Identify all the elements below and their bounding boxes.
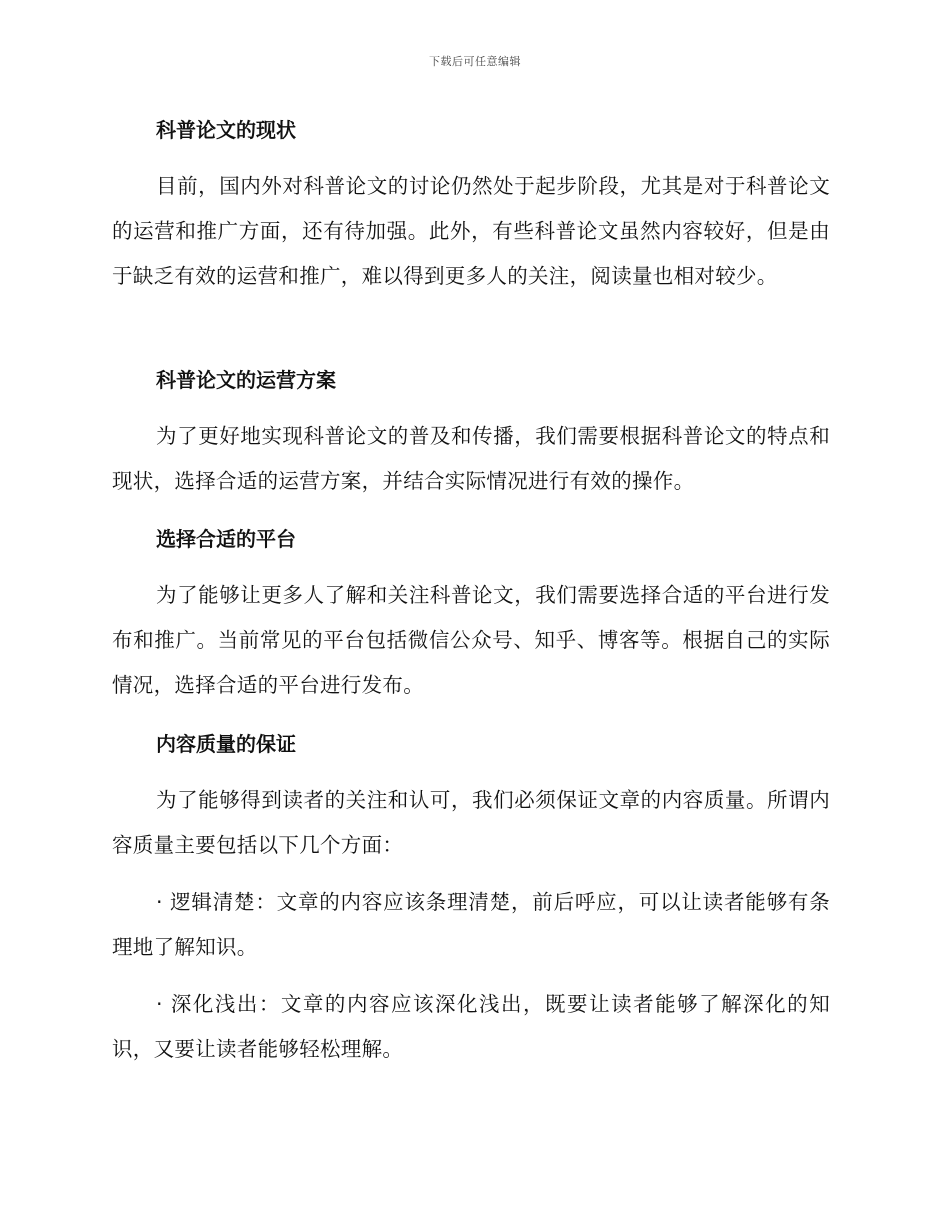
section-paragraph-platform: 为了能够让更多人了解和关注科普论文，我们需要选择合适的平台进行发布和推广。当前常见的平台包括微信公众号、知乎、博客等。根据自己的实际情况，选择合适的平台进行发布。 [112,583,830,697]
section-paragraph-status: 目前，国内外对科普论文的讨论仍然处于起步阶段，尤其是对于科普论文的运营和推广方面，还有待加强。此外，有些科普论文虽然内容较好，但是由于缺乏有效的运营和推广，难以得到更多人的关注，阅读量也相对较少。 [112,174,830,288]
section-heading-content-quality: 内容质量的保证 [156,732,296,756]
section-heading-status: 科普论文的现状 [156,118,296,142]
section-paragraph-operation-plan: 为了更好地实现科普论文的普及和传播，我们需要根据科普论文的特点和现状，选择合适的运营方案，并结合实际情况进行有效的操作。 [112,424,830,493]
bullet-item-depth: · 深化浅出：文章的内容应该深化浅出，既要让读者能够了解深化的知识，又要让读者能够轻松理解。 [112,992,830,1061]
section-heading-operation-plan: 科普论文的运营方案 [156,368,336,392]
section-heading-platform: 选择合适的平台 [156,527,296,551]
section-paragraph-content-quality: 为了能够得到读者的关注和认可，我们必须保证文章的内容质量。所谓内容质量主要包括以下几个方面： [112,788,830,857]
header-note: 下载后可任意编辑 [429,55,521,68]
bullet-item-logic: · 逻辑清楚：文章的内容应该条理清楚，前后呼应，可以让读者能够有条理地了解知识。 [112,890,830,959]
